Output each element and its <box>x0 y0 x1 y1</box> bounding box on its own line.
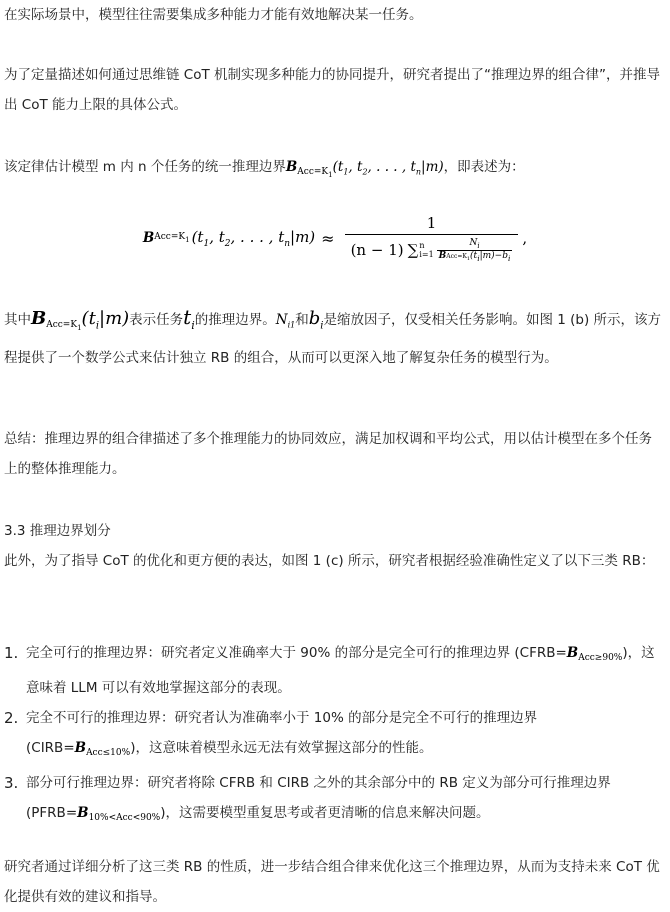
formula-inner-fraction: $\frac{N_i}{BAcc=K_1(t_i|m)-b_i}$ <box>438 237 511 263</box>
math-task-ti: $t_i$ <box>183 305 195 332</box>
math-Ni1: $N_{i1}$ <box>275 312 296 330</box>
paragraph-rb-intro: 此外，为了指导 CoT 的优化和更方便的表达，如图 1 (c) 所示，研究者根据经验准确性定义了以下三类 RB： <box>4 553 655 569</box>
list-item-cirb: 2. 完全不可行的推理边界：研究者认为准确率小于 10% 的部分是完全不可行的推理边界 $(CIRB=B_{Acc\le 10\%})$，这意味着模型永远无法有效掌握这部分的性能。 <box>4 709 538 758</box>
paragraph-law-statement <box>4 152 664 190</box>
math-boundary-symbol: B <box>285 159 298 175</box>
math-boundary-subscript: Acc=K1 <box>297 167 333 179</box>
math-boundary-args: ($t_1$, $t_2$, . . . , $t_n|m$) <box>332 159 444 177</box>
paragraph-summary: 总结：推理边界的组合律描述了多个推理能力的协同效应，满足加权调和平均公式，用以估计模型在多个任务上的整体推理能力。 <box>4 431 652 477</box>
formula-lhs-subscript: $Acc=K_1$ <box>154 232 190 244</box>
law-text-before: 该定律估计模型 m 内 n 个任务的统一推理边界 <box>4 159 286 175</box>
formula-lhs-args: ($t_1$, $t_2$, . . . , $t_n|m$) <box>191 227 316 249</box>
list-item-pfrb: 3. 部分可行推理边界：研究者将除 CFRB 和 CIRB 之外的其余部分中的 RB 定义为部分可行推理边界 $(PFRB=B_{10\%<Acc<90\%})$，这需要模型重复思考或者更清晰的信息来解决问题。 <box>4 774 611 823</box>
formula-fraction <box>345 214 519 263</box>
math-boundary-symbol-2: B <box>31 308 47 329</box>
paragraph-explanation: 其中$B_{Acc=K_1}(t_i|m)$表示任务$t_i$的推理边界。$N_{i1}$和$b_i$是缩放因子，仅受相关任务影响。如图 1 (b) 所示，该方程提供了一个数学公式来估计独立 RB 的组合，从而可以更深入地了解复杂任务的模型行为。 <box>4 305 662 366</box>
paragraph-conclusion: 研究者通过详细分析了这三类 RB 的性质，进一步结合组合律来优化这三个推理边界，从而为支持未来 CoT 优化提供有效的建议和指导。 <box>4 859 660 905</box>
list-item-cfrb: 1. 完全可行的推理边界：研究者定义准确率大于 90% 的部分是完全可行的推理边界 $(CFRB=B_{Acc\ge 90\%})$，这意味着 LLM 可以有效地掌握这部分的表现。 <box>4 644 655 696</box>
section-heading: 3.3 推理边界划分 <box>4 523 111 539</box>
formula-approx-sign: ≈ <box>321 228 335 248</box>
formula-comma: , <box>522 229 528 247</box>
paragraph-purpose: 为了定量描述如何通过思维链 CoT 机制实现多种能力的协同提升，研究者提出了“推理边界的组合律”，并推导出 CoT 能力上限的具体公式。 <box>4 67 661 113</box>
formula-lhs-symbol: B <box>142 230 155 246</box>
formula-numerator: 1 <box>426 213 437 232</box>
formula-denominator: (n − 1) ∑ n i=1 $\frac{N_i}{BAcc=K_1(t_i|m)-b_i}$ <box>345 234 519 263</box>
math-bi: $b_i$ <box>308 308 324 332</box>
formula-composition-law <box>0 208 670 268</box>
rb-category-list <box>4 638 664 833</box>
paragraph-intro: 在实际场景中，模型往往需要集成多种能力才能有效地解决某一任务。 <box>4 7 423 23</box>
law-text-after: ，即表述为： <box>443 159 525 175</box>
